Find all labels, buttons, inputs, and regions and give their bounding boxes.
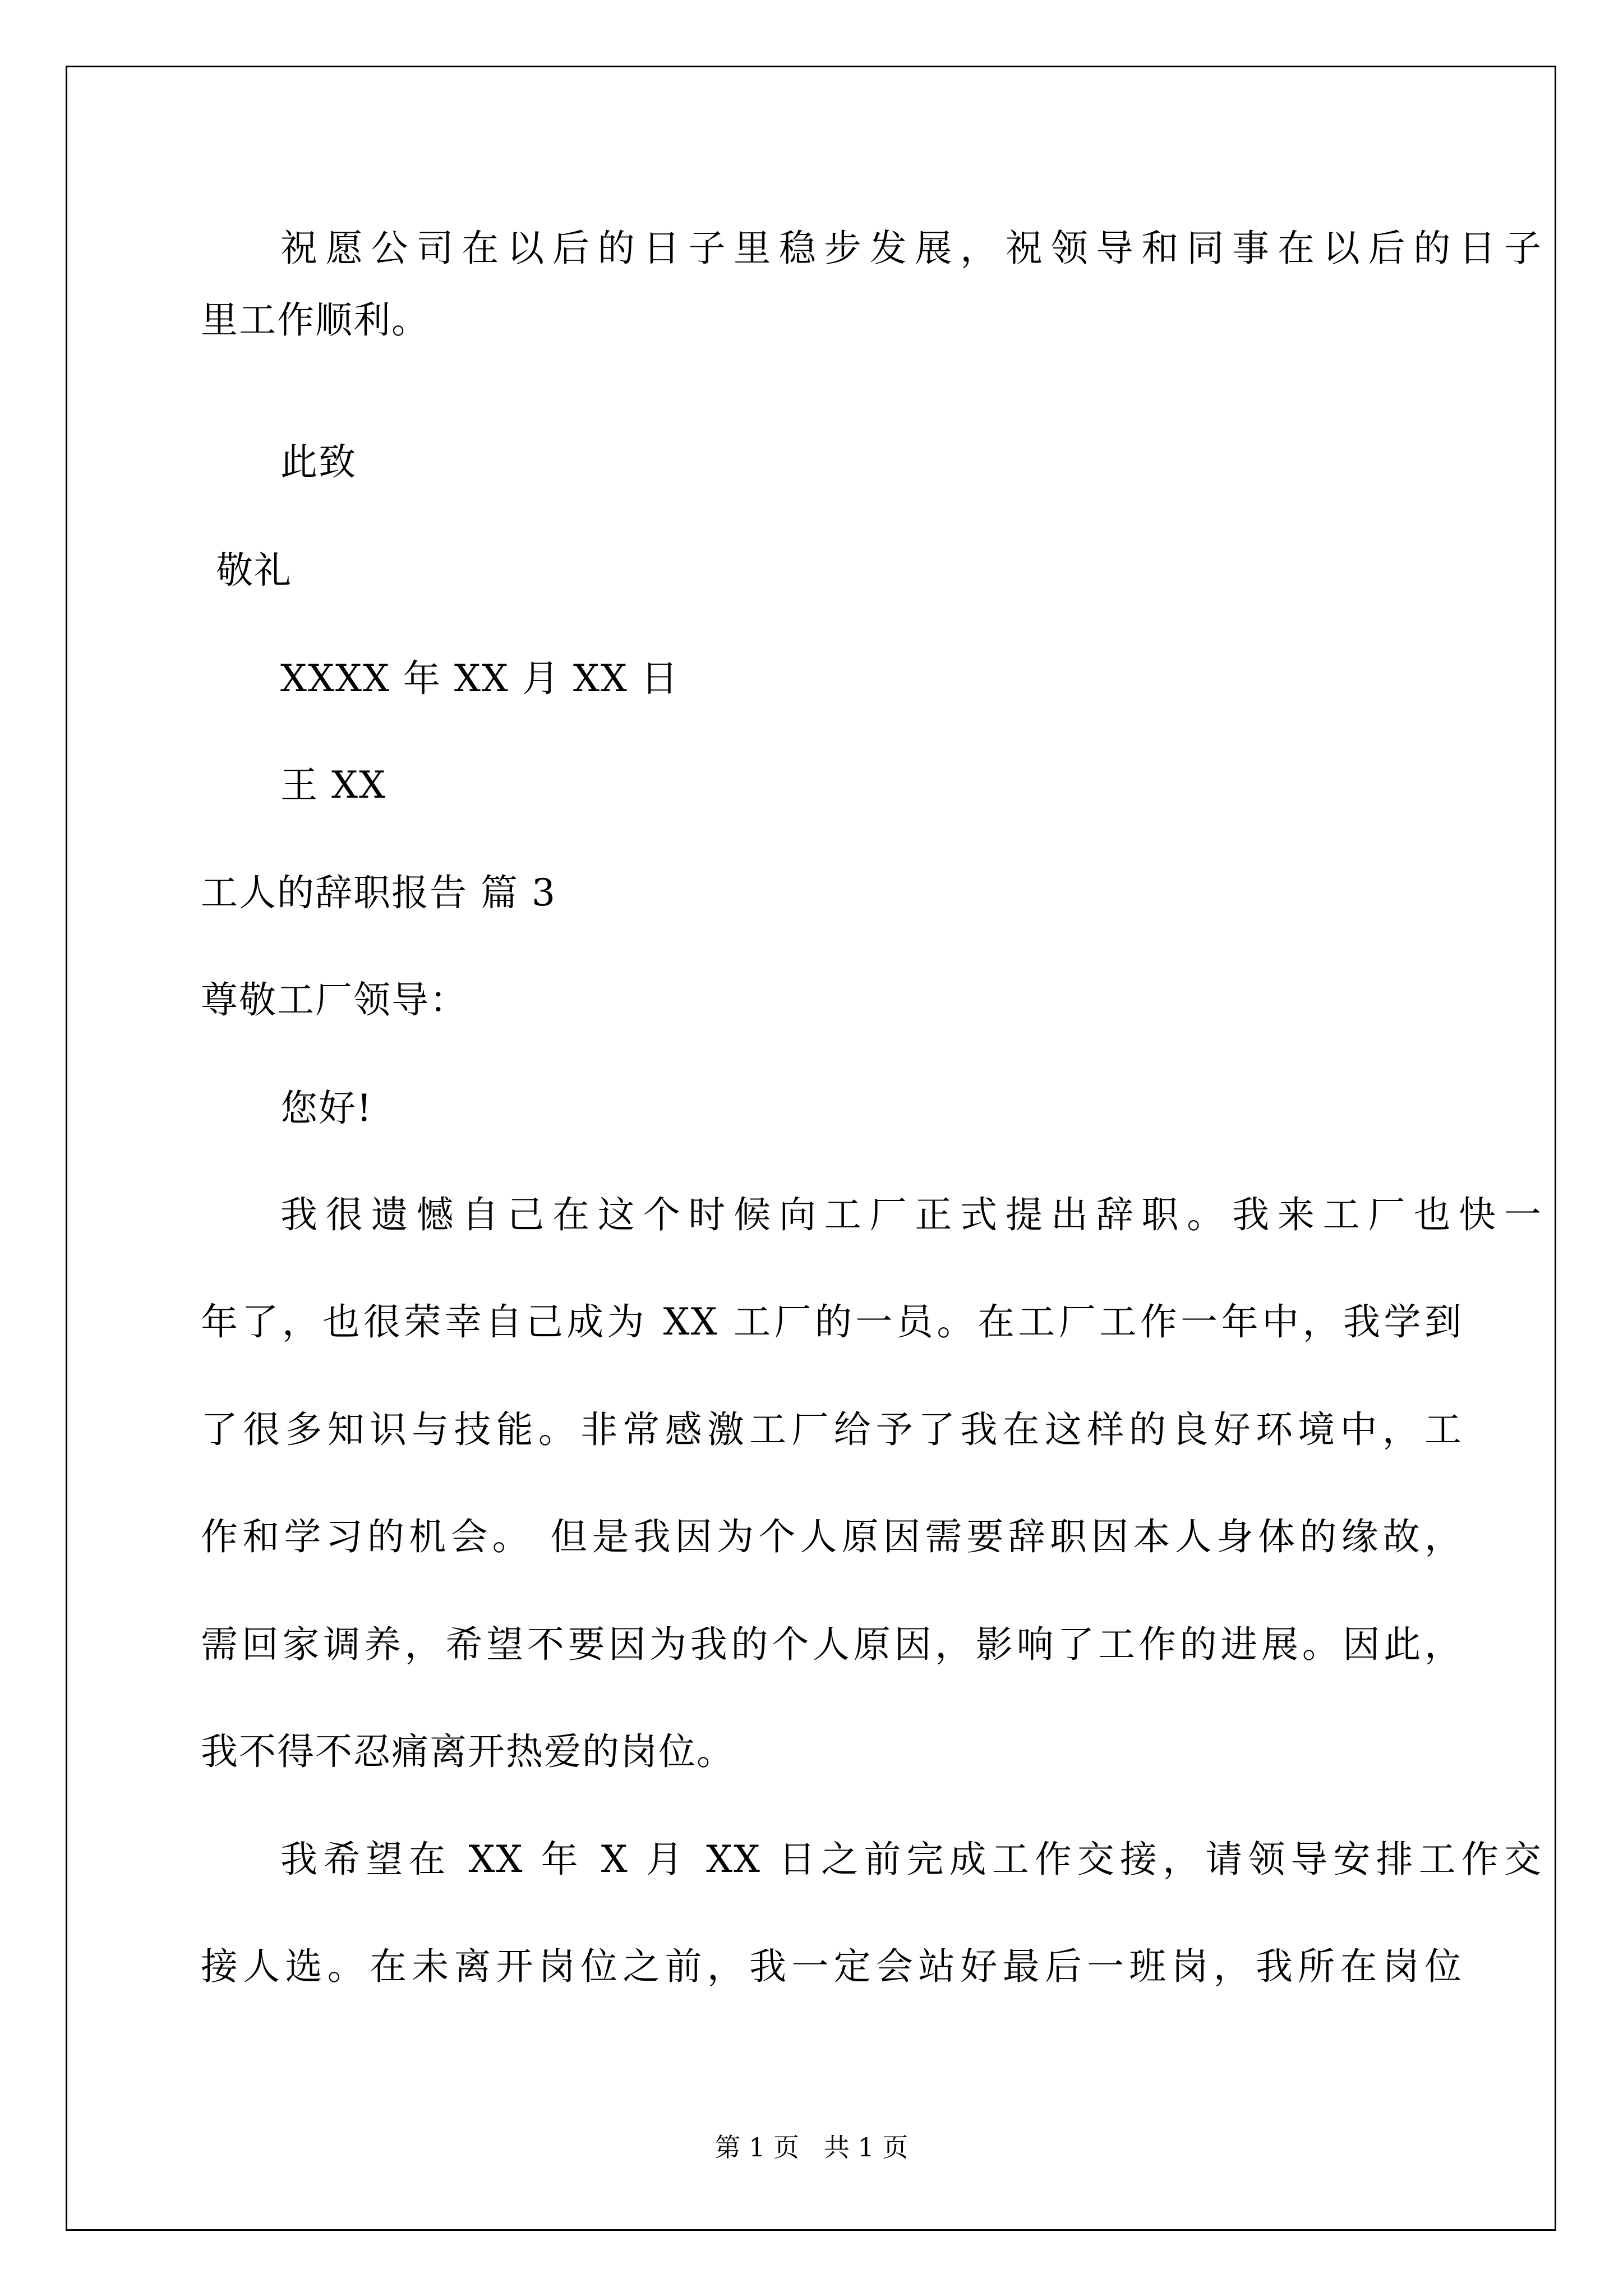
closing-salutation: 此致 bbox=[280, 440, 357, 484]
body-line-1: 祝愿公司在以后的日子里稳步发展，祝领导和同事在以后的日子 bbox=[280, 227, 1542, 270]
body-line-9: 我希望在 XX 年 X 月 XX 日之前完成工作交接，请领导安排工作交 bbox=[280, 1838, 1542, 1881]
body-line-8: 我不得不忍痛离开热爱的岗位。 bbox=[201, 1730, 735, 1773]
body-line-7: 需回家调养，希望不要因为我的个人原因，影响了工作的进展。因此， bbox=[201, 1623, 1463, 1666]
letter-greeting: 您好! bbox=[280, 1087, 373, 1130]
body-line-5: 了很多知识与技能。非常感激工厂给予了我在这样的良好环境中，工 bbox=[201, 1408, 1463, 1451]
body-line-2: 里工作顺利。 bbox=[201, 298, 430, 342]
signature-name: 王 XX bbox=[280, 763, 386, 807]
letter-addressee: 尊敬工厂领导： bbox=[201, 978, 468, 1022]
page-footer: 第 1 页 共 1 页 bbox=[714, 2132, 909, 2162]
signature-date: XXXX 年 XX 月 XX 日 bbox=[280, 657, 679, 700]
body-line-4: 年了，也很荣幸自己成为 XX 工厂的一员。在工厂工作一年中，我学到 bbox=[201, 1300, 1463, 1343]
page-frame bbox=[66, 66, 1556, 2231]
body-line-6: 作和学习的机会。 但是我因为个人原因需要辞职因本人身体的缘故， bbox=[201, 1515, 1463, 1558]
section-title: 工人的辞职报告 篇 3 bbox=[201, 871, 556, 914]
closing-regards: 敬礼 bbox=[216, 549, 292, 592]
body-line-3: 我很遗憾自己在这个时候向工厂正式提出辞职。我来工厂也快一 bbox=[280, 1193, 1542, 1236]
body-line-10: 接人选。在未离开岗位之前，我一定会站好最后一班岗，我所在岗位 bbox=[201, 1945, 1463, 1988]
